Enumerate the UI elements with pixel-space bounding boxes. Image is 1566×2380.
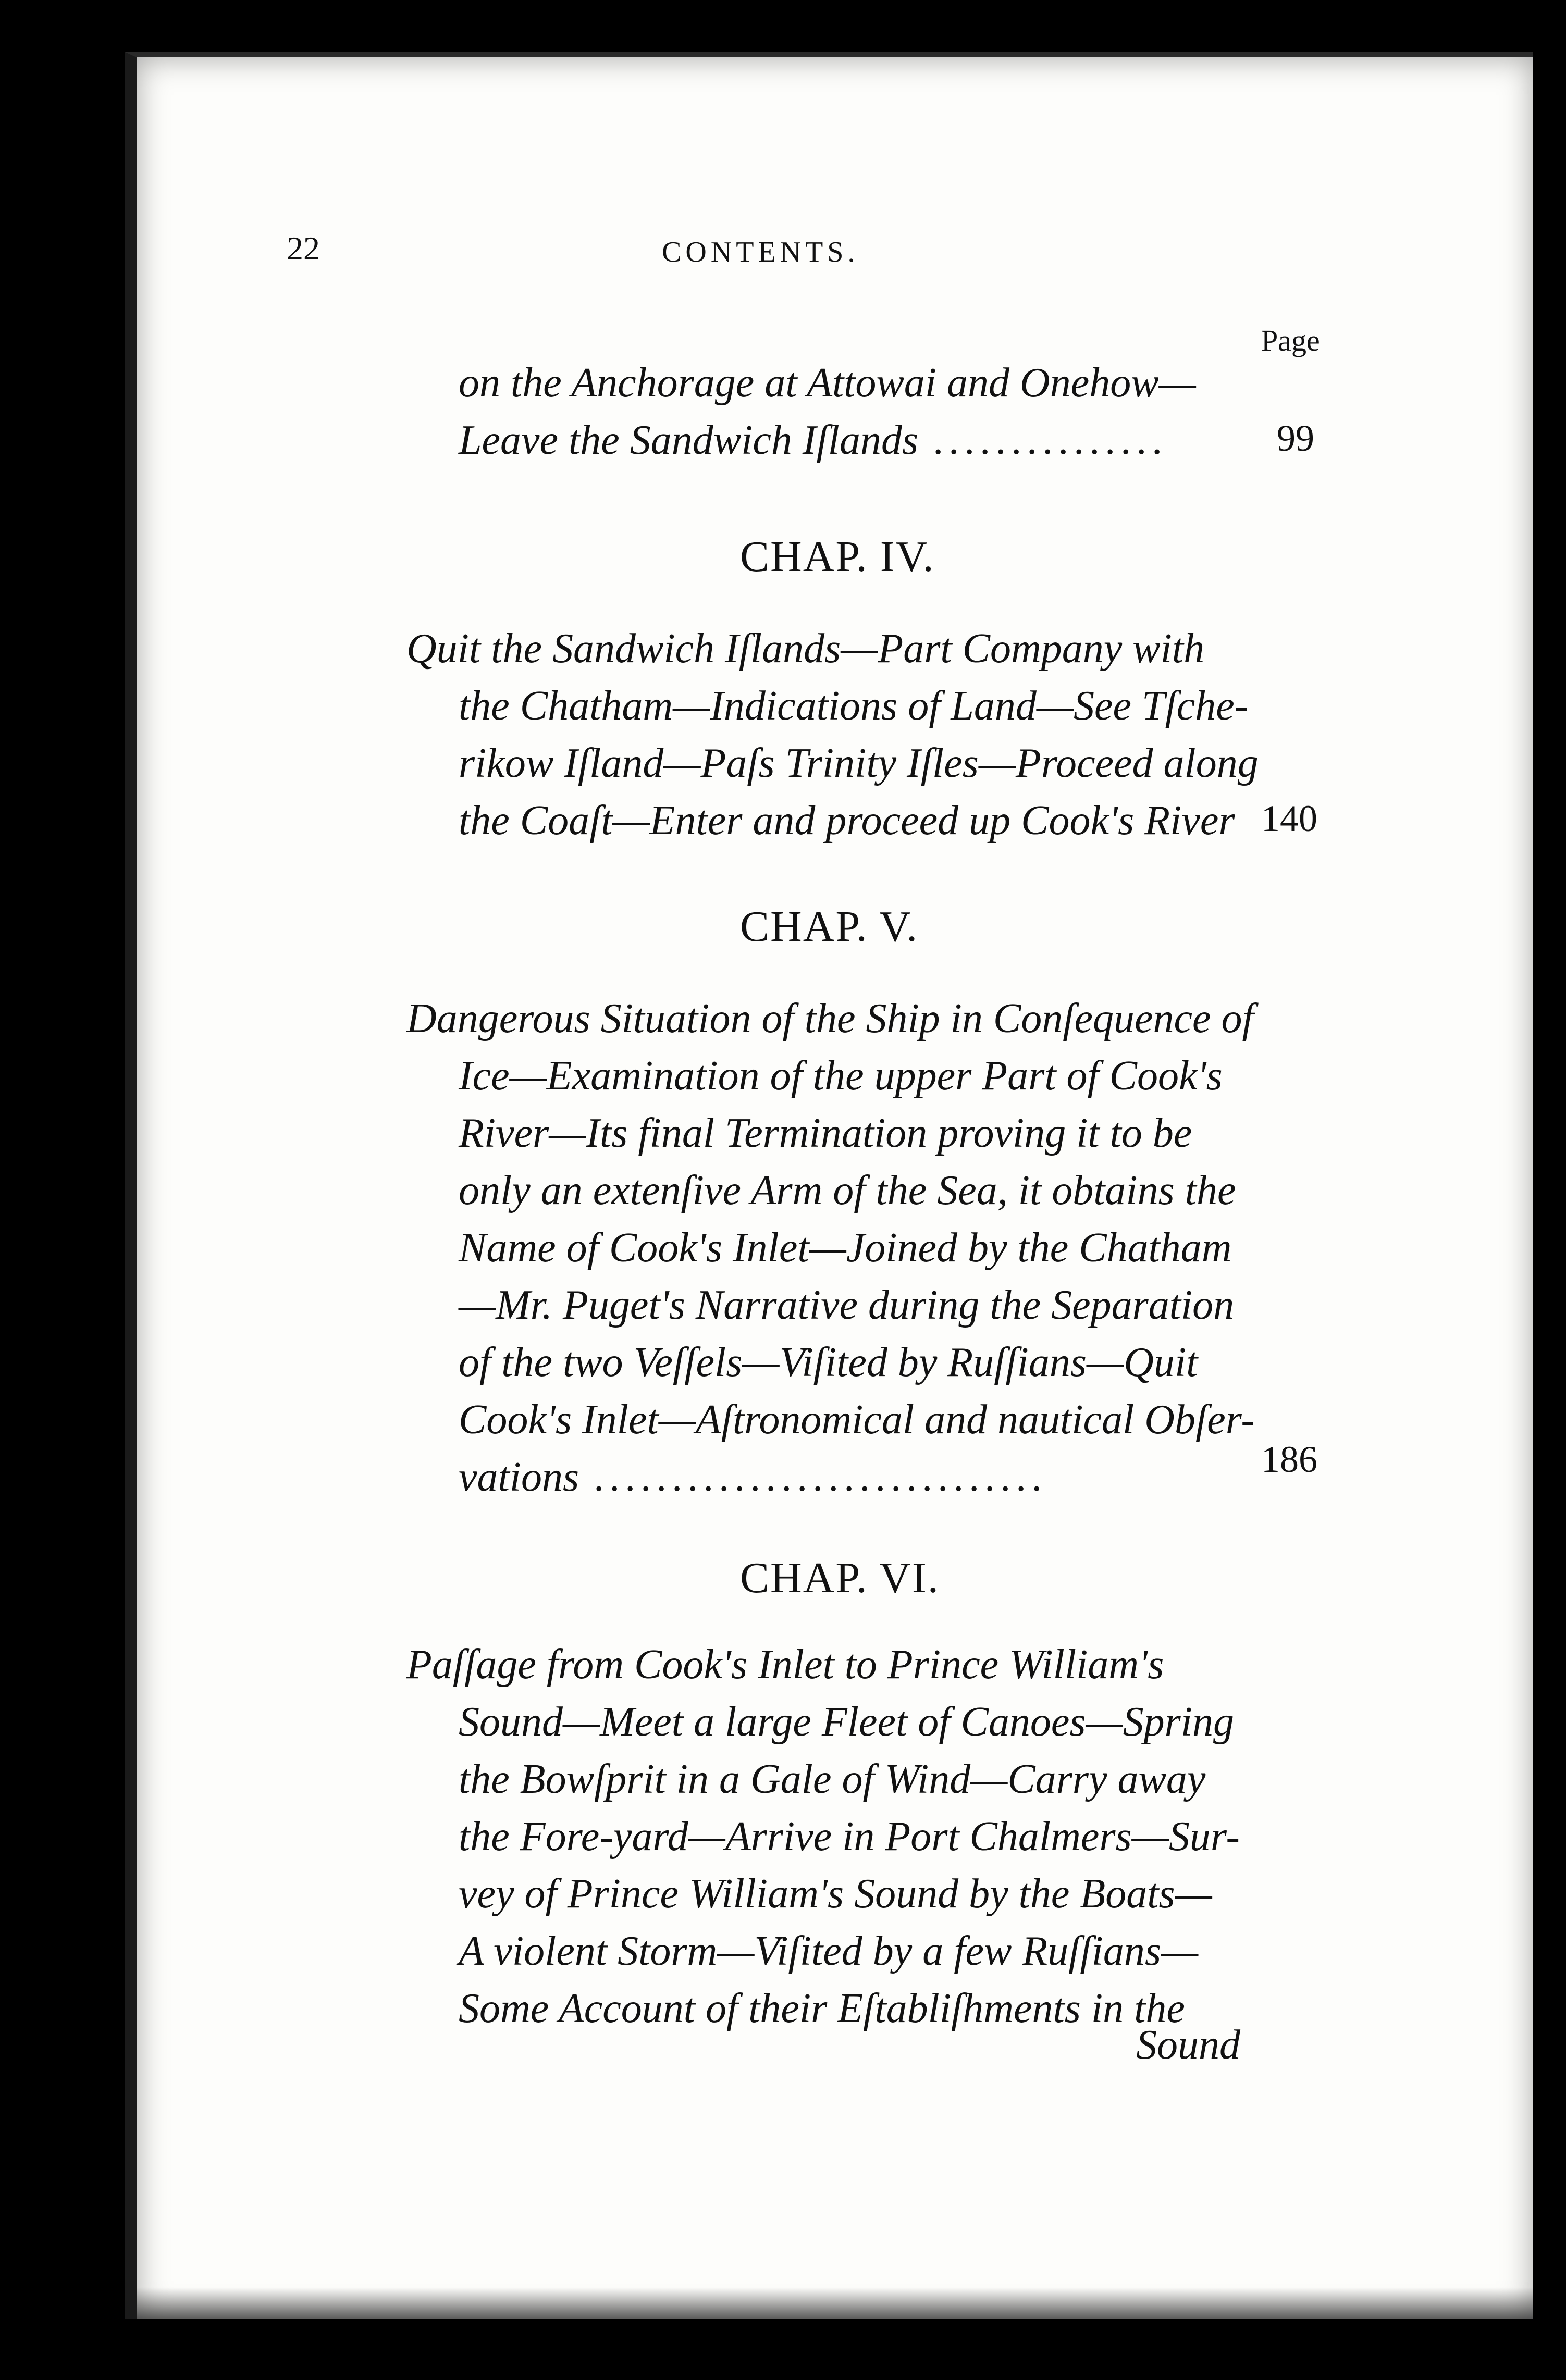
chapter-heading: CHAP. V.: [740, 902, 919, 951]
running-head: [287, 229, 1266, 292]
entry-line: A violent Storm—Viſited by a few Ruſſians—: [459, 1928, 1199, 1974]
entry-line: vations .............................: [459, 1454, 1049, 1500]
entry-line: the Coaſt—Enter and proceed up Cook's River: [459, 798, 1235, 844]
entry-line: Leave the Sandwich Iſlands ...............: [459, 417, 1169, 463]
entry-line: of the two Veſſels—Viſited by Ruſſians—Quit: [459, 1340, 1198, 1385]
entry-line: on the Anchorage at Attowai and Onehow—: [459, 360, 1196, 406]
entry-line: Sound—Meet a large Fleet of Canoes—Spring: [459, 1699, 1234, 1745]
chapter-heading: CHAP. VI.: [740, 1554, 940, 1602]
entry-line: Quit the Sandwich Iſlands—Part Company with: [406, 626, 1205, 672]
entry-line: the Fore-yard—Arrive in Port Chalmers—Sur-: [459, 1814, 1240, 1860]
chapter-heading: CHAP. IV.: [740, 532, 935, 581]
entry-page-number: 186: [1261, 1439, 1317, 1480]
entry-line: —Mr. Puget's Narrative during the Separation: [459, 1282, 1235, 1328]
entry-page-number: 140: [1261, 798, 1317, 839]
entry-line: Some Account of their Eſtabliſhments in the: [459, 1986, 1185, 2031]
entry-line: Dangerous Situation of the Ship in Conſequence of: [406, 996, 1254, 1042]
entry-line: the Chatham—Indications of Land—See Tſche-: [459, 683, 1249, 729]
entry-line: Name of Cook's Inlet—Joined by the Chatham: [459, 1225, 1232, 1271]
entry-line: the Bowſprit in a Gale of Wind—Carry away: [459, 1756, 1206, 1802]
entry-line: vey of Prince William's Sound by the Boats—: [459, 1871, 1212, 1917]
entry-page-number: 99: [1277, 417, 1314, 459]
running-title: CONTENTS.: [662, 236, 859, 268]
entry-line: rikow Iſland—Paſs Trinity Iſles—Proceed along: [459, 740, 1259, 786]
entry-line: Ice—Examination of the upper Part of Cook's: [459, 1053, 1223, 1099]
entry-line: Cook's Inlet—Aſtronomical and nautical Obſer-: [459, 1397, 1255, 1443]
catchword: Sound: [1136, 2022, 1240, 2068]
entry-line: only an extenſive Arm of the Sea, it obtains the: [459, 1168, 1236, 1213]
entry-line: Paſſage from Cook's Inlet to Prince William's: [406, 1642, 1164, 1688]
page-number: 22: [287, 230, 320, 267]
entry-line: River—Its final Termination proving it to be: [459, 1110, 1192, 1156]
page-column-label: Page: [1261, 324, 1320, 357]
